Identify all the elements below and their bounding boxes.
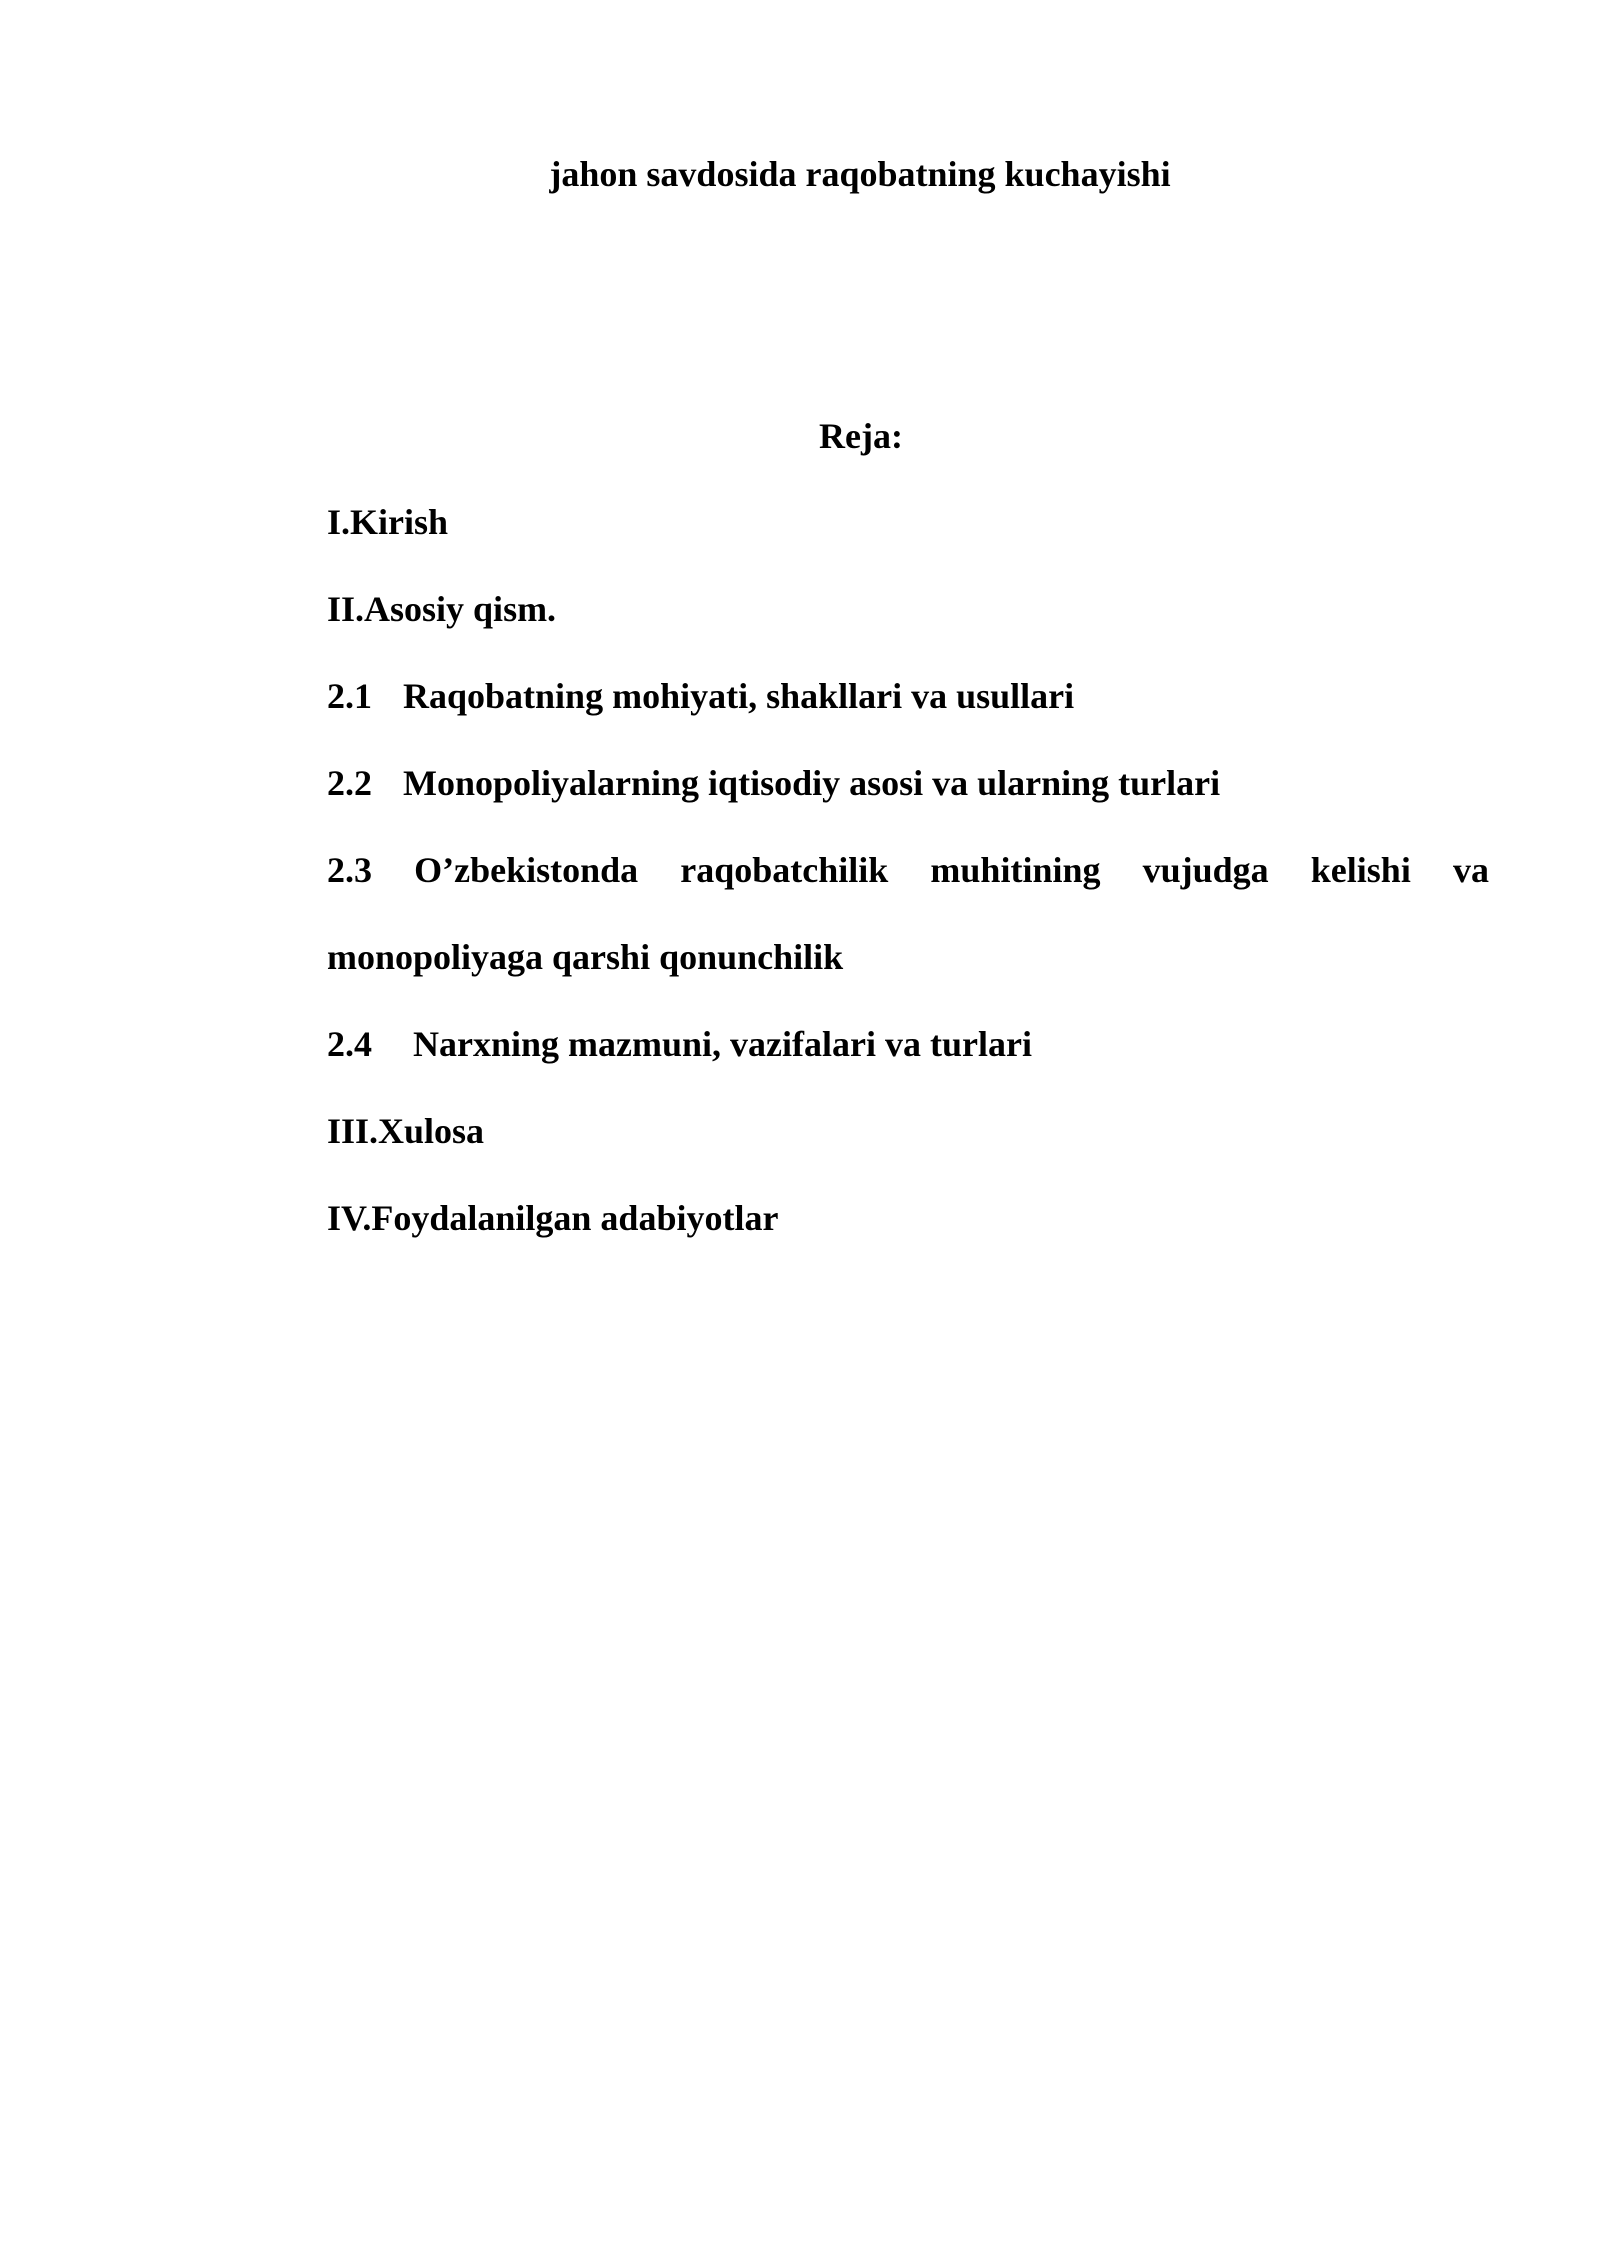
plan-item-text: Monopoliyalarning iqtisodiy asosi va ularning turlari <box>403 763 1221 803</box>
plan-item-number: 2.4 <box>327 1024 372 1064</box>
plan-item-number: 2.2 <box>327 763 372 803</box>
plan-list <box>327 498 1489 1281</box>
plan-item-intro: I.Kirish <box>327 502 449 542</box>
plan-item-references: IV.Foydalanilgan adabiyotlar <box>327 1198 779 1238</box>
document-title: jahon savdosida raqobatning kuchayishi <box>549 154 1171 194</box>
plan-item-continuation: monopoliyaga qarshi qonunchilik <box>327 937 844 977</box>
plan-item-word: muhitining <box>930 850 1101 890</box>
plan-item-conclusion: III.Xulosa <box>327 1111 485 1151</box>
plan-item-word: O’zbekistonda <box>414 850 639 890</box>
plan-item-2-3 <box>327 846 1489 981</box>
plan-item-2-1 <box>327 672 1489 720</box>
plan-item-text: Narxning mazmuni, vazifalari va turlari <box>413 1024 1032 1064</box>
plan-item-word: vujudga <box>1142 850 1269 890</box>
plan-item-number: 2.1 <box>327 676 372 716</box>
plan-item-2-4 <box>327 1020 1489 1068</box>
plan-item-word: kelishi <box>1310 850 1411 890</box>
plan-item-word: va <box>1452 850 1489 890</box>
plan-item-line <box>327 846 1489 894</box>
plan-item-main-part: II.Asosiy qism. <box>327 589 557 629</box>
plan-item-word: raqobatchilik <box>680 850 889 890</box>
plan-item-number: 2.3 <box>327 850 372 890</box>
plan-item-2-2 <box>327 759 1489 807</box>
plan-heading: Reja: <box>819 416 903 456</box>
plan-item-text: Raqobatning mohiyati, shakllari va usullari <box>403 676 1075 716</box>
